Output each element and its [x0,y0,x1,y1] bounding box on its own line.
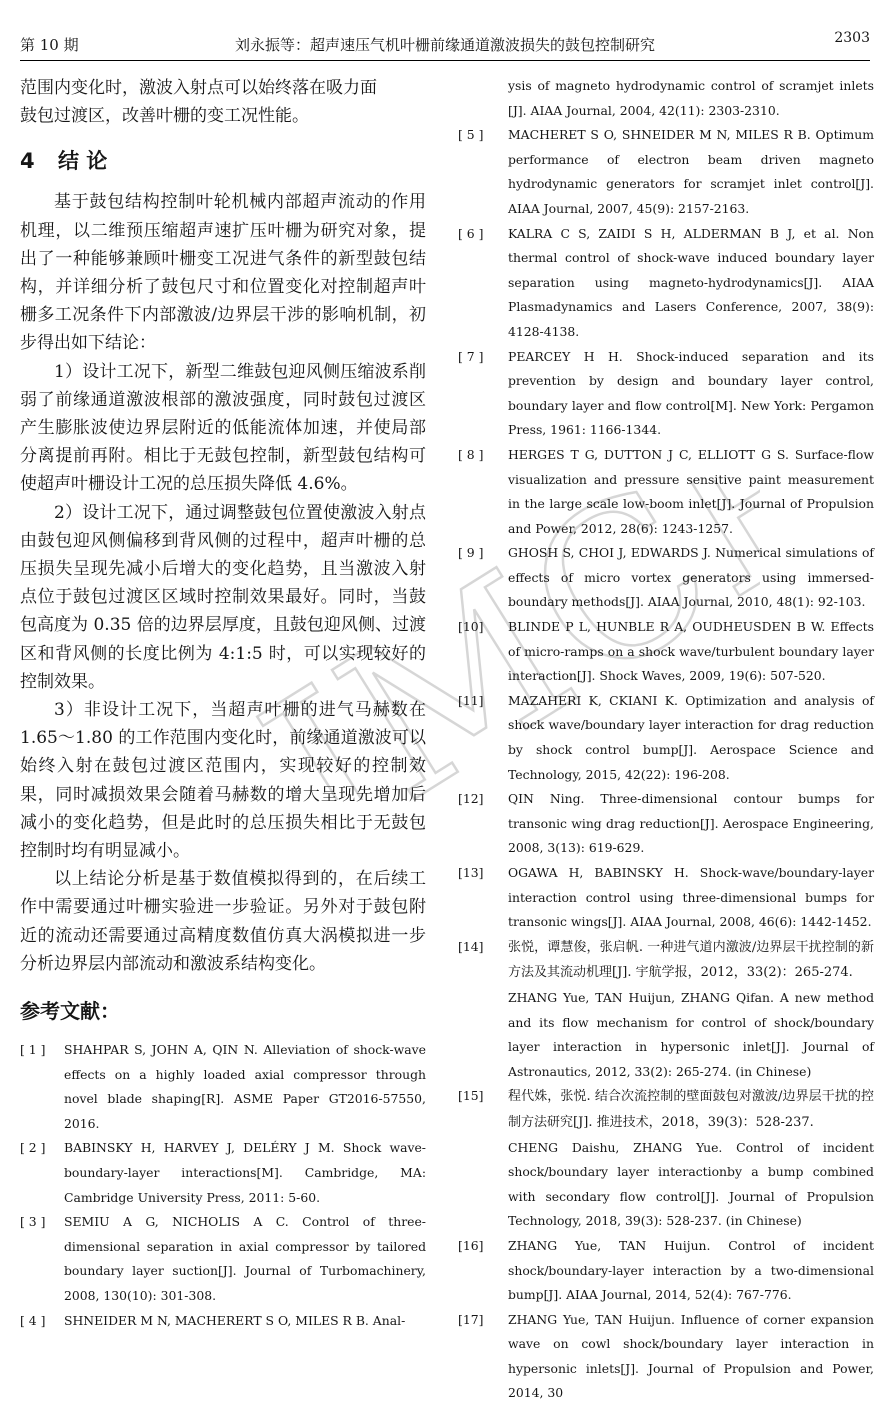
reference-number: [ 9 ] [458,545,484,561]
reference-number: [13] [458,865,484,880]
reference-text [508,935,874,1085]
reference-item [458,689,874,787]
section-title: 结 论 [58,149,108,174]
reference-text: QIN Ning. Three-dimensional contour bumps for transonic wing drag reduction[J]. Aerospace Engineering, 2008, 3(13): 619-629. [508,791,874,856]
reference-item [458,861,874,935]
reference-text: SHAHPAR S, JOHN A, QIN N. Alleviation of shock-wave effects on a highly loaded axial compressor through novel blade shaping[R]. ASME Paper GT2016-57550, 2016. [64,1042,426,1131]
reference-number: [ 7 ] [458,348,484,364]
reference-number: [ 2 ] [20,1140,46,1156]
reference-number: [10] [458,619,484,635]
conclusion-paragraph: 3）非设计工况下，当超声叶栅的进气马赫数在 1.65～1.80 的工作范围内变化时，前缘通道激波可以始终入射在鼓包过渡区范围内，实现较好的控制效果，同时减损效果会随着马赫数的增大呈现先增加后减小的变化趋势，但是此时的总压损失相比于无鼓包控制时均有明显减小。 [20,700,426,862]
reference-number: [11] [458,692,484,708]
reference-item [20,1309,426,1334]
reference-item [458,123,874,221]
reference-text: BLINDE P L, HUNBLE R A, OUDHEUSDEN B W. Effects of micro-ramps on a shock wave/turbulent boundary layer interaction[J]. Shock Waves, 2009, 19(6): 507-520. [508,619,874,684]
section-number: 4 [20,149,35,174]
reference-item [20,1038,426,1136]
reference-number: [ 4 ] [20,1312,46,1328]
reference-number: [ 3 ] [20,1214,46,1230]
reference-item [458,615,874,689]
reference-item [458,541,874,615]
intro-line: 范围内变化时，激波入射点可以始终落在吸力面 [20,78,377,98]
header-rule [20,60,870,61]
conclusion-paragraph: 1）设计工况下，新型二维鼓包迎风侧压缩波系削弱了前缘通道激波根部的激波强度，同时鼓包过渡区产生膨胀波使边界层附近的低能流体加速，并使局部分离提前再附。相比于无鼓包控制，新型鼓包结构可使超声叶栅设计工况的总压损失降低 4.6%。 [20,361,426,495]
references-heading: 参考文献： [20,999,120,1024]
reference-text: ZHANG Yue, TAN Huijun. Control of incident shock/boundary-layer interaction by a two-dimensional bump[J]. AIAA Journal, 2014, 52(4): 767-776. [508,1237,874,1303]
issue-number: 第 10 期 [20,36,79,54]
reference-text: SEMIU A G, NICHOLIS A C. Control of three-dimensional separation in axial compressor by tailored boundary layer suction[J]. Journal of Turbomachinery, 2008, 130(10): 301-308. [64,1214,426,1304]
reference-item [458,443,874,541]
reference-translation: ZHANG Yue, TAN Huijun, ZHANG Qifan. A new method and its flow mechanism for control of shock/boundary layer interaction in hypersonic inlet[J]. Journal of Astronautics, 2012, 33(2): 265-274. (in Chinese) [508,989,874,1079]
reference-text: MACHERET S O, SHNEIDER M N, MILES R B. Optimum performance of electron beam driven magneto hydrodynamic generators for scramjet inlet control[J]. AIAA Journal, 2007, 45(9): 2157-2163. [508,127,874,216]
reference-text: PEARCEY H H. Shock-induced separation and its prevention by design and boundary layer control, boundary layer and flow control[M]. New York: Pergamon Press, 1961: 1166-1344. [508,348,874,438]
reference-item [458,222,874,345]
reference-item [20,1210,426,1308]
reference-number: [ 6 ] [458,225,484,241]
reference-item [458,1084,874,1234]
reference-item [20,1136,426,1210]
intro-line: 鼓包过渡区，改善叶栅的变工况性能。 [20,106,309,127]
reference-number: [ 1 ] [20,1042,46,1058]
reference-translation: CHENG Daishu, ZHANG Yue. Control of incident shock/boundary layer interactionby a bump combined with secondary flow control[J]. Journal of Propulsion Technology, 2018, 39(3): 528-237. (in Chinese) [508,1139,874,1229]
right-column [458,74,874,1406]
conclusion-paragraph: 基于鼓包结构控制叶轮机械内部超声流动的作用机理，以二维预压缩超声速扩压叶栅为研究对象，提出了一种能够兼顾叶栅变工况进气条件的新型鼓包结构，并详细分析了鼓包尺寸和位置变化对控制超声叶栅多工况条件下内部激波/边界层干涉的影响机制，初步得出如下结论： [20,192,426,354]
reference-number: [17] [458,1311,484,1327]
reference-text: BABINSKY H, HARVEY J, DELÉRY J M. Shock wave-boundary-layer interactions[M]. Cambridge, MA: Cambridge University Press, 2011: 5-60. [64,1140,426,1205]
reference-number: [12] [458,791,484,807]
conclusion-paragraph: 以上结论分析是基于数值模拟得到的，在后续工作中需要通过叶栅实验进一步验证。另外对于鼓包附近的流动还需要通过高精度数值仿真大涡模拟进一步分析边界层内部流动和激波系结构变化。 [20,869,426,974]
reference-item [458,345,874,443]
reference-text: KALRA C S, ZAIDI S H, ALDERMAN B J, et al. Non thermal control of shock-wave induced boundary layer separation using magneto-hydrodynamics[J]. AIAA Plasmadynamics and Lasers Conference, 2007, 38(9): 4128-4138. [508,225,874,339]
reference-item [458,935,874,1085]
section-heading [20,146,426,176]
reference-text: SHNEIDER M N, MACHERERT S O, MILES R B. Anal- [64,1312,406,1328]
reference-text: ZHANG Yue, TAN Huijun. Influence of corner expansion wave on cowl shock/boundary layer interaction in hypersonic inlets[J]. Journal of Propulsion and Power, 2014, 30 [508,1311,874,1401]
reference-chinese-text: 张悦，谭慧俊，张启帆. 一种进气道内激波/边界层干扰控制的新方法及其流动机理[J]. 宇航学报，2012，33(2)：265-274. [508,939,874,981]
conclusion-paragraph: 2）设计工况下，通过调整鼓包位置使激波入射点由鼓包迎风侧偏移到背风侧的过程中，超声叶栅的总压损失呈现先减小后增大的变化趋势，且当激波入射点位于鼓包过渡区区域时控制效果最好。同时，当鼓包高度为 0.35 倍的边界层厚度，且鼓包迎风侧、过渡区和背风侧的长度比例为 4:1:5 时，可以实现较好的控制效果。 [20,502,426,692]
reference-continuation: ysis of magneto hydrodynamic control of scramjet inlets [J]. AIAA Journal, 2004, 42(11): 2303-2310. [508,78,874,118]
reference-text [508,1084,874,1234]
reference-number: [ 8 ] [458,446,484,462]
reference-item [458,1234,874,1308]
reference-number: [14] [458,938,484,954]
reference-number: [15] [458,1088,484,1104]
reference-text: GHOSH S, CHOI J, EDWARDS J. Numerical simulations of effects of micro vortex generators using immersed-boundary methods[J]. AIAA Journal, 2010, 48(1): 92-103. [508,545,874,610]
reference-item [458,1308,874,1406]
page-number: 2303 [834,30,870,46]
running-header [0,0,890,54]
reference-number: [16] [458,1237,484,1253]
watermark-text: JMCP [226,480,760,800]
running-title: 刘永振等：超声速压气机叶栅前缘通道激波损失的鼓包控制研究 [234,36,655,54]
reference-text: MAZAHERI K, CKIANI K. Optimization and analysis of shock wave/boundary layer interaction for drag reduction by shock control bump[J]. Aerospace Science and Technology, 2015, 42(22): 196-208. [508,692,874,782]
reference-text: OGAWA H, BABINSKY H. Shock-wave/boundary-layer interaction control using three-dimensional bumps for transonic wings[J]. AIAA Journal, 2008, 46(6): 1442-1452. [508,865,874,930]
reference-text: HERGES T G, DUTTON J C, ELLIOTT G S. Surface-flow visualization and pressure sensitive paint measurement in the large scale low-boom inlet[J]. Journal of Propulsion and Power, 2012, 28(6): 1243-1257. [508,446,874,536]
reference-item [458,787,874,861]
left-column [20,74,426,1333]
reference-number: [ 5 ] [458,127,484,143]
reference-chinese-text: 程代姝，张悦. 结合次流控制的壁面鼓包对激波/边界层干扰的控制方法研究[J]. 推进技术，2018，39(3)：528-237. [508,1089,874,1130]
